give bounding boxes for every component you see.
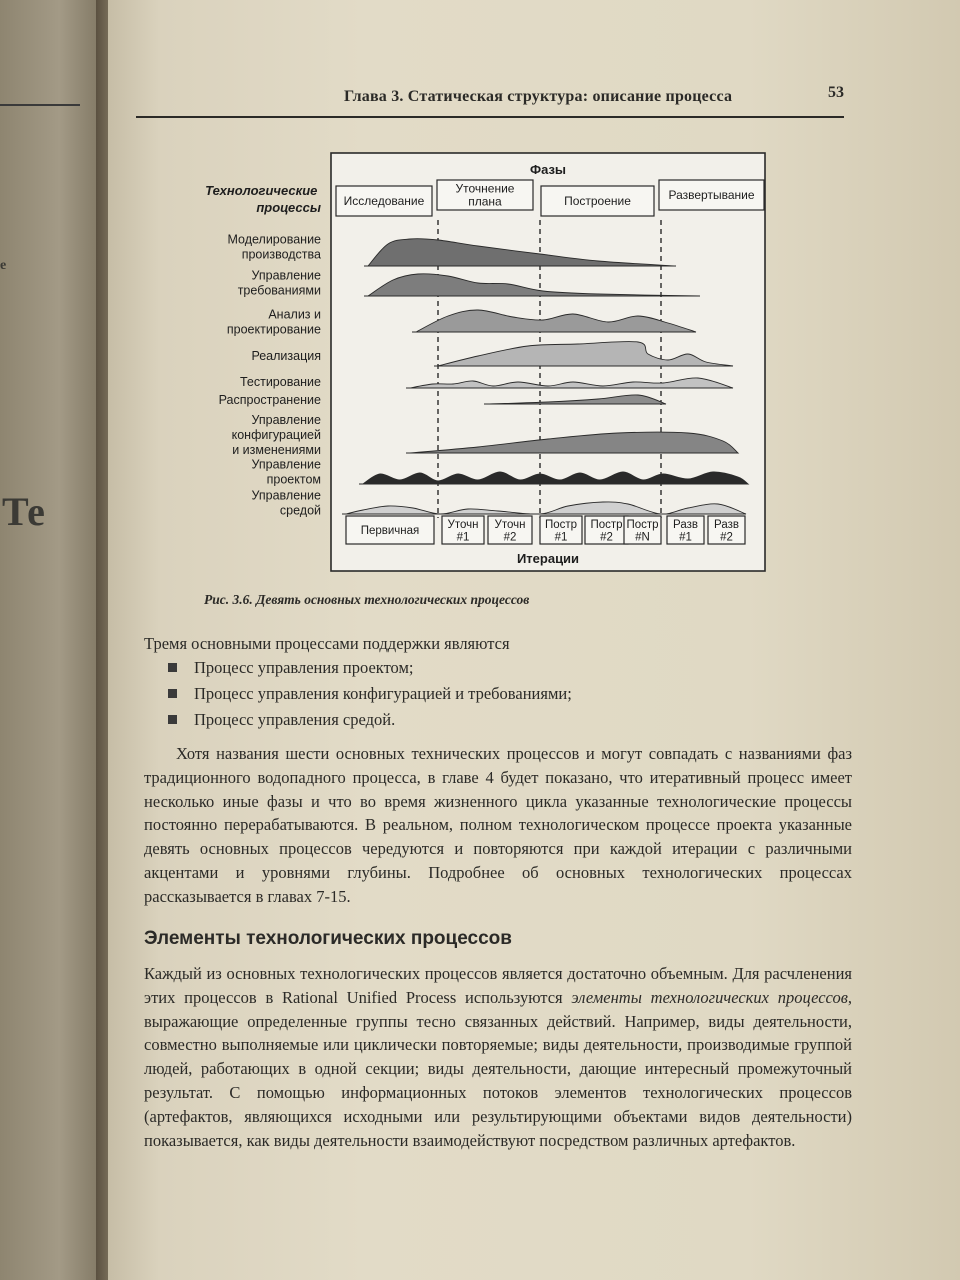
process-label-line: Управление xyxy=(251,413,321,427)
left-page-edge xyxy=(0,0,108,1280)
paragraph xyxy=(144,962,852,1152)
iteration-box xyxy=(540,516,582,544)
processes-title xyxy=(205,183,321,215)
left-page-rule xyxy=(0,104,80,106)
process-label-line: производства xyxy=(241,247,321,262)
process-label-line: Управление xyxy=(251,488,321,503)
paragraph: Хотя названия шести основных технических процессов и могут совпадать с названиями фаз традиционного водопадного процесса, в главе 4 будет показано, что итеративный процесс имеет несколько иные фазы и что во время жизненного цикла указанные технологические процессы постоянно перерабатываются. В реальном, полном технологическом процессе проекта указанные девять основных процессов чередуются и повторяются при каждой итерации с различными акцентами и уровнями глубины. Подробнее об основных технологических процессах рассказывается в главах 7-15. xyxy=(144,744,852,906)
chapter-title: Глава 3. Статическая структура: описание процесса xyxy=(344,88,733,105)
intro-text: Тремя основными процессами поддержки являются xyxy=(144,634,510,653)
bullet-square-icon xyxy=(168,663,177,672)
page-number: 53 xyxy=(828,84,844,101)
process-label-line: Управление xyxy=(251,457,321,472)
iteration-label-line: Разв xyxy=(714,518,739,531)
iteration-label-line: #1 xyxy=(456,531,470,544)
process-label-line: Моделирование xyxy=(227,232,321,247)
process-label xyxy=(251,349,321,363)
phase-label xyxy=(344,194,425,208)
processes-title-line: Технологические xyxy=(205,183,318,198)
list-item xyxy=(168,656,848,682)
process-label-line: проектирование xyxy=(226,322,321,337)
iteration-box xyxy=(667,516,704,544)
iteration-box xyxy=(624,516,661,544)
phase-label-line: Исследование xyxy=(343,194,425,208)
list-item xyxy=(168,682,848,708)
process-label-line: Управление xyxy=(251,268,321,283)
iteration-box xyxy=(346,516,434,544)
phase-label-line: Уточнение xyxy=(455,181,515,196)
figure-caption: Рис. 3.6. Девять основных технологических процессов xyxy=(204,592,530,607)
process-diagram-svg xyxy=(148,150,788,580)
iterations-title: Итерации xyxy=(516,551,580,566)
iteration-box xyxy=(442,516,484,544)
process-label-line: конфигурацией xyxy=(231,428,321,442)
header-rule xyxy=(136,116,844,118)
iteration-label-line: Постр xyxy=(590,518,623,531)
iteration-label-line: #1 xyxy=(554,531,568,544)
process-label xyxy=(227,233,321,262)
phase-box xyxy=(541,186,654,216)
iteration-box xyxy=(708,516,745,544)
iteration-label-line: #2 xyxy=(503,531,517,544)
bullet-square-icon xyxy=(168,715,177,724)
process-label xyxy=(219,393,321,407)
list-item-text: Процесс управления конфигурацией и требованиями; xyxy=(194,684,572,703)
phase-label xyxy=(668,188,754,202)
list-item-text: Процесс управления проектом; xyxy=(194,658,414,677)
process-label xyxy=(238,269,321,298)
process-label xyxy=(252,489,322,518)
paragraph-text: Каждый из основных технологических процессов является достаточно объемным. Для расчленения этих процессов в Rational Unified Process используются xyxy=(144,964,852,1007)
phase-box xyxy=(659,180,764,210)
section-heading: Элементы технологических процессов xyxy=(144,928,512,949)
process-label-line: проектом xyxy=(266,472,321,487)
process-labels xyxy=(219,233,321,518)
process-diagram xyxy=(148,150,788,580)
processes-title-line: процессы xyxy=(256,200,321,215)
process-label-line: Тестирование xyxy=(239,375,321,389)
iteration-label-line: Разв xyxy=(673,518,698,531)
book-page xyxy=(108,0,960,1280)
process-label xyxy=(252,458,322,487)
emphasis-term: элементы технологических процессов xyxy=(571,987,848,1007)
process-label-line: Реализация xyxy=(251,349,321,363)
process-label xyxy=(232,413,321,457)
iteration-label xyxy=(361,525,420,537)
phase-label-line: плана xyxy=(468,194,502,209)
iteration-label-line: #N xyxy=(635,531,650,544)
iteration-label-line: Постр xyxy=(544,518,578,531)
iteration-label-line: #2 xyxy=(600,531,613,544)
support-process-list xyxy=(168,656,848,734)
running-header xyxy=(136,82,844,122)
phase-label xyxy=(564,194,631,208)
iteration-label-line: #1 xyxy=(679,531,692,544)
left-page-fragment: е xyxy=(0,258,7,273)
iteration-label-line: Постр xyxy=(626,518,659,531)
iteration-label-line: #2 xyxy=(720,531,733,544)
phase-box xyxy=(336,186,432,216)
paragraph-text: , выражающие определенные группы тесно связанных действий. Например, виды деятельности, совместно выполняемые или циклически повторяемые; виды деятельности, производимые группой людей, работающих в одной секции; виды деятельности, дающие интересный промежуточный результат. С помощью информационных потоков элементов технологических процессов (артефактов, являющихся исходными или результирующими объектами видов деятельности) показывается, как виды деятельности взаимодействуют посредством различных артефактов. xyxy=(144,987,852,1150)
process-label-line: и изменениями xyxy=(232,443,321,457)
process-label-line: требованиями xyxy=(237,283,321,298)
iteration-label-line: Первичная xyxy=(360,525,420,537)
list-item-text: Процесс управления средой. xyxy=(194,710,396,729)
iteration-box xyxy=(488,516,532,544)
iteration-label-line: Уточн xyxy=(447,518,479,531)
process-label-line: средой xyxy=(279,503,321,518)
left-page-fragment: Те xyxy=(2,489,45,534)
list-item xyxy=(168,708,848,734)
phase-label-line: Развертывание xyxy=(668,188,755,202)
phase-box xyxy=(437,180,533,210)
phase-label-line: Построение xyxy=(564,194,631,208)
phases-title: Фазы xyxy=(529,162,567,177)
iteration-boxes xyxy=(346,516,745,544)
process-label-line: Распространение xyxy=(218,393,321,407)
process-label xyxy=(240,375,321,389)
iteration-box xyxy=(585,516,628,544)
iteration-label-line: Уточн xyxy=(494,518,526,531)
process-label xyxy=(227,308,321,337)
process-label-line: Анализ и xyxy=(268,307,321,322)
bullet-square-icon xyxy=(168,689,177,698)
